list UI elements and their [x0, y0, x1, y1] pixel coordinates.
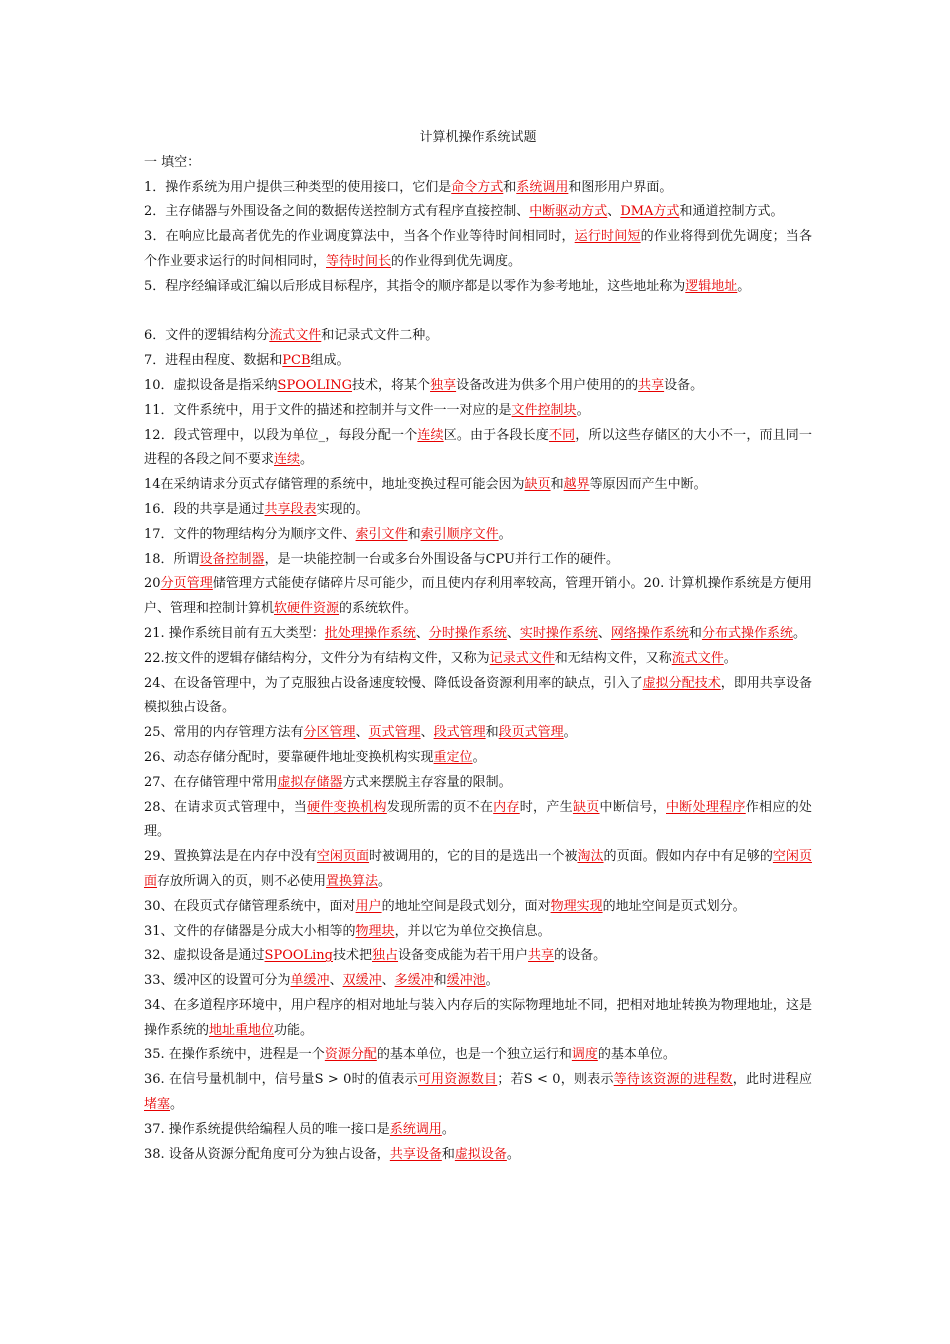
- answer-blank: 分页管理: [160, 576, 213, 592]
- question-text: 5．程序经编译或汇编以后形成目标程序，其指令的顺序都是以零作为参考地址，这些地址称为: [144, 278, 686, 294]
- question-text: 22.按文件的逻辑存储结构分，文件分为有结构文件，又称为: [144, 650, 490, 666]
- answer-blank: 共享: [638, 377, 665, 393]
- question-item: [144, 275, 812, 300]
- answer-blank: 软硬件资源: [274, 601, 340, 617]
- question-item: [144, 176, 812, 201]
- question-item: [144, 895, 812, 920]
- answer-blank: 缓冲池: [446, 973, 486, 989]
- question-text: 和记录式文件二种。: [321, 328, 439, 344]
- answer-blank: 可用资源数目: [417, 1072, 498, 1088]
- question-text: 。: [737, 278, 751, 294]
- answer-blank: 独占: [372, 948, 399, 964]
- question-text: ，即用共享设备模拟独占设备。: [144, 675, 812, 716]
- question-text: 和: [503, 179, 517, 195]
- question-text: 24、在设备管理中，为了克服独占设备速度较慢、降低设备资源利用率的缺点，引入了: [144, 675, 643, 691]
- answer-blank: 双缓冲: [342, 973, 382, 989]
- answer-blank: 段页式管理: [498, 725, 564, 741]
- question-text: 26、动态存储分配时，要靠硬件地址变换机构实现: [144, 749, 434, 765]
- question-text: 11．文件系统中，用于文件的描述和控制并与文件一一对应的是: [144, 402, 512, 418]
- question-text: 。: [576, 402, 590, 418]
- answer-blank: 淘汰: [577, 849, 604, 865]
- question-item: [144, 473, 812, 498]
- question-text: 12．段式管理中，以段为单位_，每段分配一个: [144, 427, 418, 443]
- question-text: 等原因而产生中断。: [589, 477, 707, 493]
- question-text: 功能。: [274, 1022, 314, 1038]
- answer-blank: 中断驱动方式: [529, 204, 608, 220]
- question-text: 、: [329, 973, 343, 989]
- answer-blank: 单缓冲: [290, 973, 330, 989]
- answer-blank: 虚拟设备: [454, 1146, 507, 1162]
- question-text: 。: [378, 873, 392, 889]
- answer-blank: 命令方式: [451, 179, 504, 195]
- answer-blank: 等待时间长: [326, 253, 392, 269]
- question-item: [144, 1118, 812, 1143]
- question-text: 设备。: [664, 377, 704, 393]
- answer-blank: 硬件变换机构: [307, 799, 387, 815]
- question-text: 10．虚拟设备是指采纳: [144, 377, 278, 393]
- question-text: 和: [485, 725, 499, 741]
- question-item: [144, 969, 812, 994]
- blank-line: [144, 300, 812, 325]
- question-item: [144, 424, 812, 474]
- question-item: [144, 225, 812, 275]
- answer-blank: 文件控制块: [511, 402, 577, 418]
- question-text: 7．进程由程度、数据和: [144, 353, 283, 369]
- question-text: 。: [498, 526, 512, 542]
- question-text: ；若S < 0，则表示: [497, 1072, 614, 1088]
- question-text: 和: [688, 625, 702, 641]
- answer-blank: 物理块: [355, 923, 395, 939]
- answer-blank: 网络操作系统: [610, 625, 689, 641]
- question-item: [144, 1143, 812, 1168]
- question-text: 、: [420, 725, 434, 741]
- question-text: 方式来摆脱主存容量的限制。: [342, 774, 512, 790]
- question-item: [144, 845, 812, 895]
- question-item: [144, 944, 812, 969]
- question-text: 技术把: [333, 948, 373, 964]
- question-text: ，并以它为单位交换信息。: [394, 923, 551, 939]
- answer-blank: 逻辑地址: [685, 278, 738, 294]
- question-text: 38. 设备从资源分配角度可分为独占设备，: [144, 1146, 390, 1162]
- question-item: [144, 647, 812, 672]
- question-text: 中断信号，: [599, 799, 666, 815]
- question-text: 。: [485, 973, 499, 989]
- question-text: 30、在段页式存储管理系统中，面对: [144, 898, 356, 914]
- question-text: 32、虚拟设备是通过: [144, 948, 265, 964]
- question-item: [144, 994, 812, 1044]
- answer-blank: 虚拟分配技术: [642, 675, 721, 691]
- question-text: 和: [433, 973, 447, 989]
- answer-blank: 用户: [355, 898, 382, 914]
- answer-blank: SPOOLing: [264, 948, 333, 964]
- question-text: 25、常用的内存管理方法有: [144, 725, 304, 741]
- question-text: 36. 在信号量机制中，信号量S > 0时的值表示: [144, 1072, 418, 1088]
- question-item: [144, 324, 812, 349]
- question-text: 组成。: [310, 353, 350, 369]
- section-heading: 一 填空：: [144, 154, 201, 170]
- question-text: 技术，将某个: [352, 377, 431, 393]
- question-text: 。: [563, 725, 577, 741]
- answer-blank: 页式管理: [368, 725, 421, 741]
- question-text: 的作业将得到优先调度；当各个作业要求运行的时间相同时，: [144, 229, 812, 269]
- answer-blank: 运行时间短: [574, 229, 641, 245]
- question-text: 发现所需的页不在: [386, 799, 494, 815]
- question-text: 21. 操作系统目前有五大类型：: [144, 625, 325, 641]
- question-item: [144, 622, 812, 647]
- question-item: [144, 672, 812, 722]
- question-text: 37. 操作系统提供给编程人员的唯一接口是: [144, 1121, 390, 1137]
- answer-blank: 连续: [274, 452, 301, 468]
- question-text: 31、文件的存储器是分成大小相等的: [144, 923, 356, 939]
- answer-blank: 索引文件: [355, 526, 408, 542]
- answer-blank: 中断处理程序: [666, 799, 746, 815]
- question-text: 3．在响应比最高者优先的作业调度算法中，当各个作业等待时间相同时，: [144, 229, 575, 245]
- answer-blank: 虚拟存储器: [277, 774, 343, 790]
- question-list: [144, 176, 812, 1168]
- question-text: 、: [355, 725, 369, 741]
- answer-blank: 流式文件: [269, 328, 322, 344]
- answer-blank: 系统调用: [516, 179, 569, 195]
- question-text: 时被调用的，它的目的是选出一个被: [369, 849, 578, 865]
- answer-blank: 系统调用: [389, 1121, 442, 1137]
- question-text: 29、置换算法是在内存中没有: [144, 849, 317, 865]
- question-text: 的系统软件。: [339, 601, 418, 617]
- question-text: 作相应的处理。: [144, 799, 812, 840]
- answer-blank: 内存: [493, 799, 520, 815]
- question-text: 。: [170, 1097, 184, 1113]
- question-text: 的设备。: [554, 948, 607, 964]
- question-text: 和图形用户界面。: [568, 179, 673, 195]
- question-text: 存放所调入的页，则不必使用: [157, 873, 327, 889]
- question-text: 的基本单位，也是一个独立运行和: [376, 1047, 572, 1063]
- question-text: 区。由于各段长度: [443, 427, 549, 443]
- answer-blank: 资源分配: [324, 1047, 377, 1063]
- question-text: 的地址空间是段式划分，面对: [381, 898, 551, 914]
- answer-blank: 空闲页面: [144, 849, 812, 889]
- question-item: [144, 374, 812, 399]
- question-text: 16．段的共享是通过: [144, 501, 265, 517]
- question-text: 、: [381, 973, 395, 989]
- question-item: [144, 572, 812, 622]
- answer-blank: PCB: [282, 353, 311, 369]
- question-item: [144, 200, 812, 225]
- answer-blank: 共享设备: [389, 1146, 442, 1162]
- question-text: 和: [407, 526, 421, 542]
- question-text: 时，产生: [519, 799, 573, 815]
- answer-blank: 流式文件: [671, 650, 724, 666]
- answer-blank: 越界: [563, 477, 590, 493]
- question-text: 、: [415, 625, 429, 641]
- answer-blank: 缺页: [524, 477, 551, 493]
- question-text: 和通道控制方式。: [679, 204, 784, 220]
- question-text: 6．文件的逻辑结构分: [144, 328, 270, 344]
- question-text: ，所以这些存储区的大小不一，而且同一进程的各段之间不要求: [144, 427, 812, 468]
- answer-blank: 物理实现: [550, 898, 603, 914]
- answer-blank: 分布式操作系统: [701, 625, 793, 641]
- answer-blank: 多缓冲: [394, 973, 434, 989]
- question-item: [144, 721, 812, 746]
- question-text: 的地址空间是页式划分。: [602, 898, 746, 914]
- answer-blank: 空闲页面: [316, 849, 370, 865]
- question-text: 。: [441, 1121, 455, 1137]
- question-text: 的页面。假如内存中有足够的: [603, 849, 773, 865]
- question-item: [144, 399, 812, 424]
- question-item: [144, 349, 812, 374]
- question-text: 和: [441, 1146, 455, 1162]
- answer-blank: 等待该资源的进程数: [613, 1072, 733, 1088]
- question-text: 、: [607, 204, 621, 220]
- answer-blank: 重定位: [433, 749, 473, 765]
- question-text: 的基本单位。: [597, 1047, 676, 1063]
- question-item: [144, 498, 812, 523]
- question-text: ，是一块能控制一台或多台外围设备与CPU并行工作的硬件。: [264, 551, 619, 567]
- answer-blank: 调度: [571, 1047, 598, 1063]
- answer-blank: 分时操作系统: [428, 625, 507, 641]
- question-text: 2．主存储器与外围设备之间的数据传送控制方式有程序直接控制、: [144, 204, 530, 220]
- question-text: 。: [506, 1146, 520, 1162]
- question-text: 34、在多道程序环境中，用户程序的相对地址与装入内存后的实际物理地址不同，把相对地址转换为物理地址，这是操作系统的: [144, 997, 812, 1038]
- question-item: [144, 920, 812, 945]
- answer-blank: 共享: [528, 948, 555, 964]
- answer-blank: 连续: [417, 427, 444, 443]
- question-item: [144, 523, 812, 548]
- question-text: 1．操作系统为用户提供三种类型的使用接口，它们是: [144, 179, 452, 195]
- question-item: [144, 796, 812, 846]
- question-text: 17．文件的物理结构分为顺序文件、: [144, 526, 356, 542]
- answer-blank: 地址重地位: [209, 1022, 275, 1038]
- answer-blank: 不同: [548, 427, 576, 443]
- question-text: 。: [723, 650, 737, 666]
- document-title: 计算机操作系统试题: [419, 130, 537, 145]
- question-text: 28、在请求页式管理中，当: [144, 799, 308, 815]
- answer-blank: 共享段表: [264, 501, 317, 517]
- answer-blank: 分区管理: [303, 725, 356, 741]
- answer-blank: SPOOLING: [277, 377, 353, 393]
- question-text: 33、缓冲区的设置可分为: [144, 973, 291, 989]
- answer-blank: 索引顺序文件: [420, 526, 499, 542]
- question-text: ，此时进程应: [732, 1072, 812, 1088]
- question-text: 实现的。: [316, 501, 369, 517]
- question-item: [144, 746, 812, 771]
- question-text: 。: [300, 452, 314, 468]
- question-text: 、: [506, 625, 520, 641]
- answer-blank: 记录式文件: [489, 650, 555, 666]
- question-text: 设备改进为供多个用户使用的的: [456, 377, 639, 393]
- question-item: [144, 1043, 812, 1068]
- question-item: [144, 771, 812, 796]
- question-text: 设备变成能为若干用户: [398, 948, 529, 964]
- question-item: [144, 1068, 812, 1118]
- question-text: 。: [472, 749, 486, 765]
- question-item: [144, 548, 812, 573]
- answer-blank: 堵塞: [144, 1097, 171, 1113]
- question-text: 27、在存储管理中常用: [144, 774, 278, 790]
- answer-blank: 缺页: [572, 799, 600, 815]
- question-text: 18．所谓: [144, 551, 200, 567]
- answer-blank: 批处理操作系统: [324, 625, 416, 641]
- question-text: 14在采纳请求分页式存储管理的系统中，地址变换过程可能会因为: [144, 477, 525, 493]
- answer-blank: 实时操作系统: [519, 625, 598, 641]
- question-text: 35. 在操作系统中，进程是一个: [144, 1047, 325, 1063]
- question-text: 20: [144, 576, 161, 592]
- answer-blank: DMA方式: [620, 204, 680, 220]
- answer-blank: 段式管理: [433, 725, 486, 741]
- answer-blank: 置换算法: [326, 873, 379, 889]
- answer-blank: 设备控制器: [199, 551, 265, 567]
- answer-blank: 独享: [430, 377, 457, 393]
- document-page: [144, 126, 812, 1167]
- question-text: 储管理方式能使存储碎片尽可能少，而且使内存利用率较高，管理开销小。20. 计算机操作系统是方便用户、管理和控制计算机: [144, 576, 812, 617]
- question-text: 、: [597, 625, 611, 641]
- question-text: 的作业得到优先调度。: [391, 253, 522, 269]
- question-text: 和无结构文件，又称: [554, 650, 672, 666]
- question-text: 和: [550, 477, 564, 493]
- question-text: 。: [792, 625, 806, 641]
